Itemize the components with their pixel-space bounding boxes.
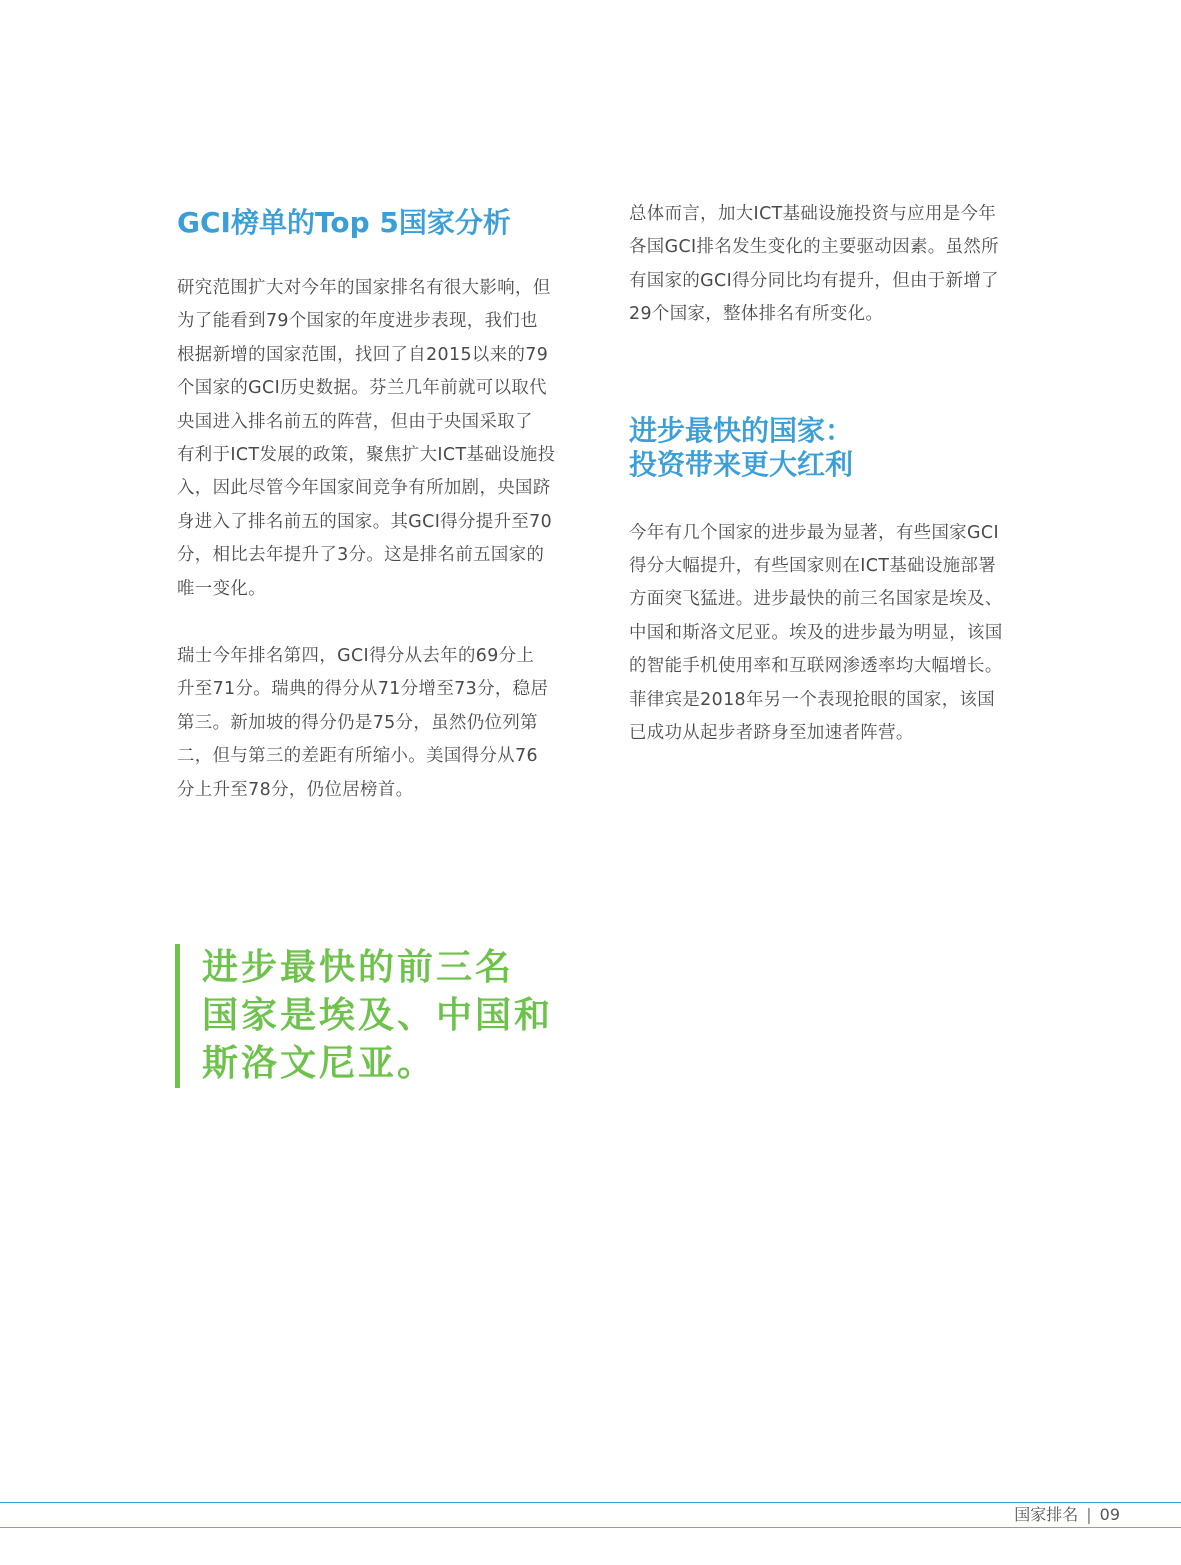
text-line: 方面突飞猛进。进步最快的前三名国家是埃及、 [629, 589, 1003, 610]
right-column [629, 198, 1037, 750]
body-paragraph [629, 517, 1037, 751]
text-line: 中国和斯洛文尼亚。埃及的进步最为明显，该国 [629, 622, 1003, 643]
text-line: 的智能手机使用率和互联网渗透率均大幅增长。 [629, 656, 1003, 677]
text-line: 已成功从起步者跻身至加速者阵营。 [629, 723, 914, 744]
text-line: 总体而言，加大ICT基础设施投资与应用是今年 [629, 204, 997, 224]
pull-quote-line: 斯洛文尼亚。 [202, 1043, 437, 1084]
text-line: 菲律宾是2018年另一个表现抢眼的国家，该国 [629, 689, 996, 710]
section-heading-top5: GCI榜单的Top 5国家分析 [177, 206, 511, 239]
pull-quote [175, 944, 553, 1088]
footer-divider-green [0, 1527, 1181, 1528]
text-line: 今年有几个国家的进步最为显著，有些国家GCI [629, 522, 999, 543]
text-line: 根据新增的国家范围，找回了自2015以来的79 [177, 344, 549, 365]
heading-line: 进步最快的国家： [629, 413, 854, 447]
text-line: 有国家的GCI得分同比均有提升，但由于新增了 [629, 270, 999, 291]
heading-line: 投资带来更大红利 [629, 447, 854, 481]
text-line: 入，因此尽管今年国家间竞争有所加剧，央国跻 [177, 478, 551, 499]
text-line: 第三。新加坡的得分仍是75分，虽然仍位列第 [177, 712, 538, 733]
text-line: 二，但与第三的差距有所缩小。美国得分从76 [177, 746, 538, 767]
body-paragraph [629, 198, 1037, 332]
pull-quote-line: 进步最快的前三名 [202, 947, 515, 988]
text-line: 有利于ICT发展的政策，聚焦扩大ICT基础设施投 [177, 445, 556, 466]
body-paragraph [177, 272, 585, 606]
text-line: 个国家的GCI历史数据。芬兰几年前就可以取代 [177, 378, 547, 399]
text-line: 分上升至78分，仍位居榜首。 [177, 779, 414, 800]
text-line: 研究范围扩大对今年的国家排名有很大影响，但 [177, 278, 551, 298]
text-line: 身进入了排名前五的国家。其GCI得分提升至70 [177, 511, 553, 532]
text-line: 为了能看到79个国家的年度进步表现，我们也 [177, 311, 538, 332]
text-line: 分，相比去年提升了3分。这是排名前五国家的 [177, 545, 545, 566]
pull-quote-line: 国家是埃及、中国和 [202, 995, 554, 1036]
text-line: 瑞士今年排名第四，GCI得分从去年的69分上 [177, 646, 535, 667]
section-heading-fastest-progress [629, 414, 1037, 482]
body-paragraph [177, 640, 585, 807]
left-column [177, 198, 585, 807]
footer-separator: | [1086, 1505, 1092, 1524]
text-line: 得分大幅提升，有些国家则在ICT基础设施部署 [629, 556, 997, 577]
text-line: 升至71分。瑞典的得分从71分增至73分，稳居 [177, 679, 549, 700]
footer-section-name: 国家排名 [1014, 1505, 1079, 1524]
footer-divider-blue [0, 1502, 1181, 1503]
page-footer [1014, 1505, 1120, 1525]
text-line: 29个国家，整体排名有所变化。 [629, 304, 884, 325]
text-line: 唯一变化。 [177, 578, 266, 599]
page-number: 09 [1099, 1505, 1120, 1524]
text-line: 央国进入排名前五的阵营，但由于央国采取了 [177, 411, 533, 432]
text-line: 各国GCI排名发生变化的主要驱动因素。虽然所 [629, 237, 999, 258]
pull-quote-text [202, 944, 553, 1088]
